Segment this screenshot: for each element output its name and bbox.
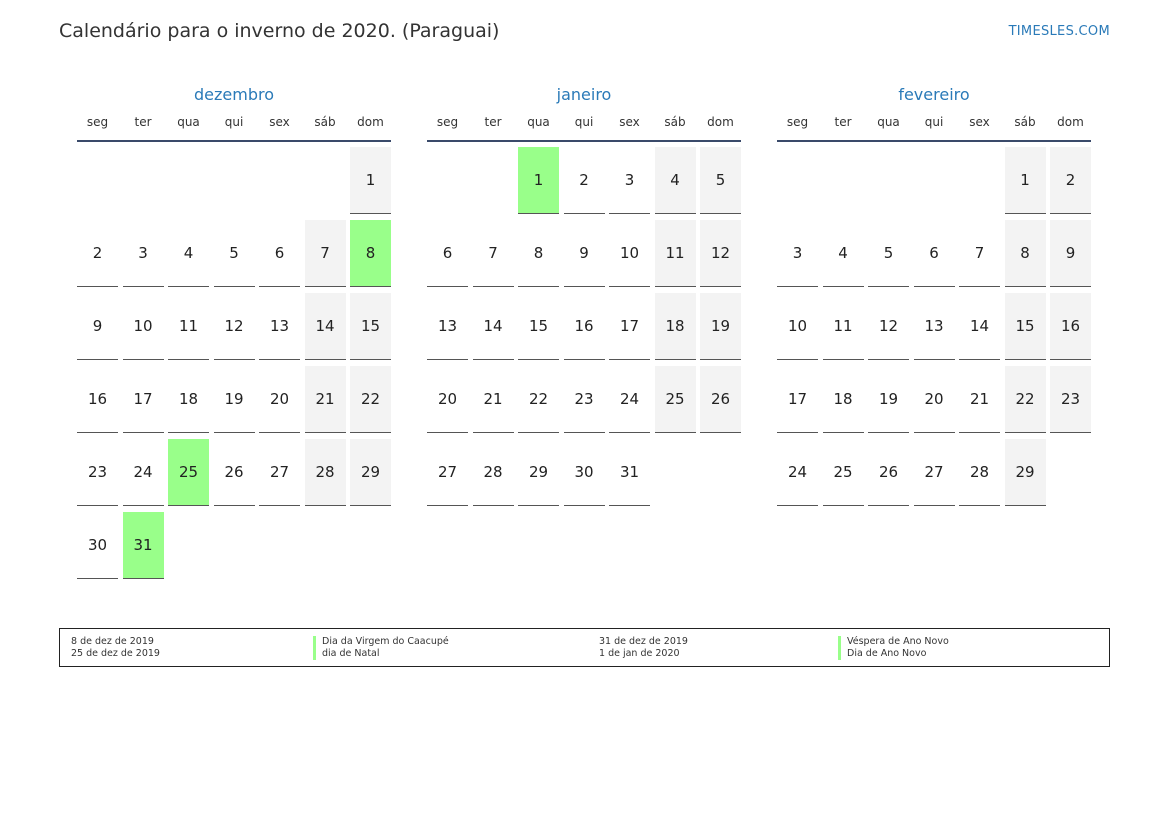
month-december: [77, 82, 391, 579]
day-cell: 15: [350, 293, 391, 360]
empty-cell: [259, 147, 300, 214]
empty-cell: [959, 147, 1000, 214]
weekday-label: qui: [574, 115, 594, 129]
day-cell: 22: [518, 366, 559, 433]
legend-dates-left: [71, 636, 160, 660]
day-cell: 21: [959, 366, 1000, 433]
empty-cell: [77, 147, 118, 214]
weekday-label: sáb: [664, 115, 686, 129]
day-cell: 6: [914, 220, 955, 287]
legend-date: 1 de jan de 2020: [599, 648, 680, 659]
day-cell: 2: [1050, 147, 1091, 214]
page-title: Calendário para o inverno de 2020. (Paraguai): [59, 20, 500, 42]
legend-date: 25 de dez de 2019: [71, 648, 160, 659]
legend-holiday-name: Véspera de Ano Novo: [838, 636, 949, 648]
day-cell: 20: [914, 366, 955, 433]
day-cell: 22: [1005, 366, 1046, 433]
day-cell: 11: [168, 293, 209, 360]
day-cell: 21: [473, 366, 514, 433]
day-cell: 18: [823, 366, 864, 433]
day-cell: 4: [168, 220, 209, 287]
brand-link[interactable]: TIMESLES.COM: [1008, 24, 1110, 39]
day-cell: 3: [777, 220, 818, 287]
day-cell: 17: [123, 366, 164, 433]
day-cell: 15: [1005, 293, 1046, 360]
empty-cell: [868, 147, 909, 214]
weekday-label: dom: [357, 115, 384, 129]
day-cell: 10: [123, 293, 164, 360]
weekday-label: dom: [1057, 115, 1084, 129]
day-cell: 6: [259, 220, 300, 287]
legend-names-left: [313, 636, 449, 660]
day-cell: 23: [1050, 366, 1091, 433]
day-cell: 15: [518, 293, 559, 360]
weekday-label: sáb: [1014, 115, 1036, 129]
weekday-label: ter: [484, 115, 502, 129]
day-cell: 4: [823, 220, 864, 287]
day-cell: 27: [259, 439, 300, 506]
day-cell: 8: [518, 220, 559, 287]
empty-cell: [427, 147, 468, 214]
legend-names-right: [838, 636, 949, 660]
day-cell: 14: [959, 293, 1000, 360]
legend-holiday-name: dia de Natal: [313, 648, 449, 660]
day-cell: 23: [77, 439, 118, 506]
day-cell: 29: [1005, 439, 1046, 506]
day-cell: 11: [655, 220, 696, 287]
day-cell: 31: [609, 439, 650, 506]
day-cell: 27: [427, 439, 468, 506]
day-cell: 14: [473, 293, 514, 360]
day-cell: 16: [77, 366, 118, 433]
legend-holiday-name: Dia da Virgem do Caacupé: [313, 636, 449, 648]
day-cell: 13: [914, 293, 955, 360]
day-cell: 30: [77, 512, 118, 579]
day-cell: 10: [777, 293, 818, 360]
day-cell: 5: [700, 147, 741, 214]
day-cell: 27: [914, 439, 955, 506]
day-cell: 2: [564, 147, 605, 214]
day-cell: 23: [564, 366, 605, 433]
day-cell: 24: [777, 439, 818, 506]
weekday-label: ter: [834, 115, 852, 129]
weekday-label: ter: [134, 115, 152, 129]
day-cell: 24: [123, 439, 164, 506]
day-cell: 24: [609, 366, 650, 433]
month-name: janeiro: [556, 85, 612, 104]
empty-cell: [168, 147, 209, 214]
weekday-label: qui: [224, 115, 244, 129]
weekday-header: [777, 108, 1091, 142]
legend-holiday-name: Dia de Ano Novo: [838, 648, 949, 660]
day-cell: 20: [427, 366, 468, 433]
day-cell: 7: [473, 220, 514, 287]
legend-date: 31 de dez de 2019: [599, 636, 688, 647]
legend-dates-right: [599, 636, 688, 660]
holiday-day-cell: 1: [518, 147, 559, 214]
day-cell: 26: [868, 439, 909, 506]
day-cell: 18: [168, 366, 209, 433]
month-name: fevereiro: [898, 85, 970, 104]
empty-cell: [473, 147, 514, 214]
weekday-label: seg: [786, 115, 809, 129]
day-cell: 4: [655, 147, 696, 214]
weekday-header: [427, 108, 741, 142]
day-cell: 28: [959, 439, 1000, 506]
day-cell: 16: [564, 293, 605, 360]
day-cell: 12: [868, 293, 909, 360]
empty-cell: [914, 147, 955, 214]
day-grid: [777, 147, 1091, 506]
day-cell: 14: [305, 293, 346, 360]
day-cell: 5: [214, 220, 255, 287]
day-cell: 25: [823, 439, 864, 506]
day-cell: 3: [123, 220, 164, 287]
day-cell: 9: [564, 220, 605, 287]
day-cell: 26: [214, 439, 255, 506]
day-cell: 1: [350, 147, 391, 214]
empty-cell: [777, 147, 818, 214]
weekday-label: qua: [877, 115, 900, 129]
month-february: [777, 82, 1091, 506]
empty-cell: [123, 147, 164, 214]
day-cell: 1: [1005, 147, 1046, 214]
month-january: [427, 82, 741, 506]
day-cell: 5: [868, 220, 909, 287]
day-cell: 13: [427, 293, 468, 360]
weekday-label: seg: [436, 115, 459, 129]
legend-date: 8 de dez de 2019: [71, 636, 154, 647]
weekday-header: [77, 108, 391, 142]
holiday-legend: [59, 628, 1110, 667]
holiday-day-cell: 31: [123, 512, 164, 579]
day-cell: 20: [259, 366, 300, 433]
day-cell: 10: [609, 220, 650, 287]
day-cell: 17: [609, 293, 650, 360]
weekday-label: sex: [969, 115, 990, 129]
day-cell: 29: [518, 439, 559, 506]
day-cell: 25: [655, 366, 696, 433]
day-cell: 28: [305, 439, 346, 506]
empty-cell: [823, 147, 864, 214]
day-cell: 19: [700, 293, 741, 360]
weekday-label: dom: [707, 115, 734, 129]
day-cell: 9: [1050, 220, 1091, 287]
day-cell: 19: [214, 366, 255, 433]
weekday-label: sex: [269, 115, 290, 129]
holiday-day-cell: 25: [168, 439, 209, 506]
day-cell: 17: [777, 366, 818, 433]
day-cell: 22: [350, 366, 391, 433]
weekday-label: seg: [86, 115, 109, 129]
day-cell: 16: [1050, 293, 1091, 360]
day-cell: 12: [214, 293, 255, 360]
weekday-label: qua: [527, 115, 550, 129]
day-cell: 21: [305, 366, 346, 433]
day-cell: 13: [259, 293, 300, 360]
holiday-day-cell: 8: [350, 220, 391, 287]
day-cell: 11: [823, 293, 864, 360]
day-cell: 18: [655, 293, 696, 360]
weekday-label: qua: [177, 115, 200, 129]
empty-cell: [305, 147, 346, 214]
day-cell: 28: [473, 439, 514, 506]
day-cell: 29: [350, 439, 391, 506]
day-grid: [427, 147, 741, 506]
day-cell: 9: [77, 293, 118, 360]
day-cell: 7: [959, 220, 1000, 287]
weekday-label: qui: [924, 115, 944, 129]
day-cell: 2: [77, 220, 118, 287]
day-cell: 19: [868, 366, 909, 433]
day-cell: 3: [609, 147, 650, 214]
weekday-label: sáb: [314, 115, 336, 129]
day-cell: 7: [305, 220, 346, 287]
day-cell: 26: [700, 366, 741, 433]
day-cell: 6: [427, 220, 468, 287]
day-grid: [77, 147, 391, 579]
day-cell: 8: [1005, 220, 1046, 287]
day-cell: 12: [700, 220, 741, 287]
day-cell: 30: [564, 439, 605, 506]
weekday-label: sex: [619, 115, 640, 129]
month-name: dezembro: [194, 85, 274, 104]
empty-cell: [214, 147, 255, 214]
